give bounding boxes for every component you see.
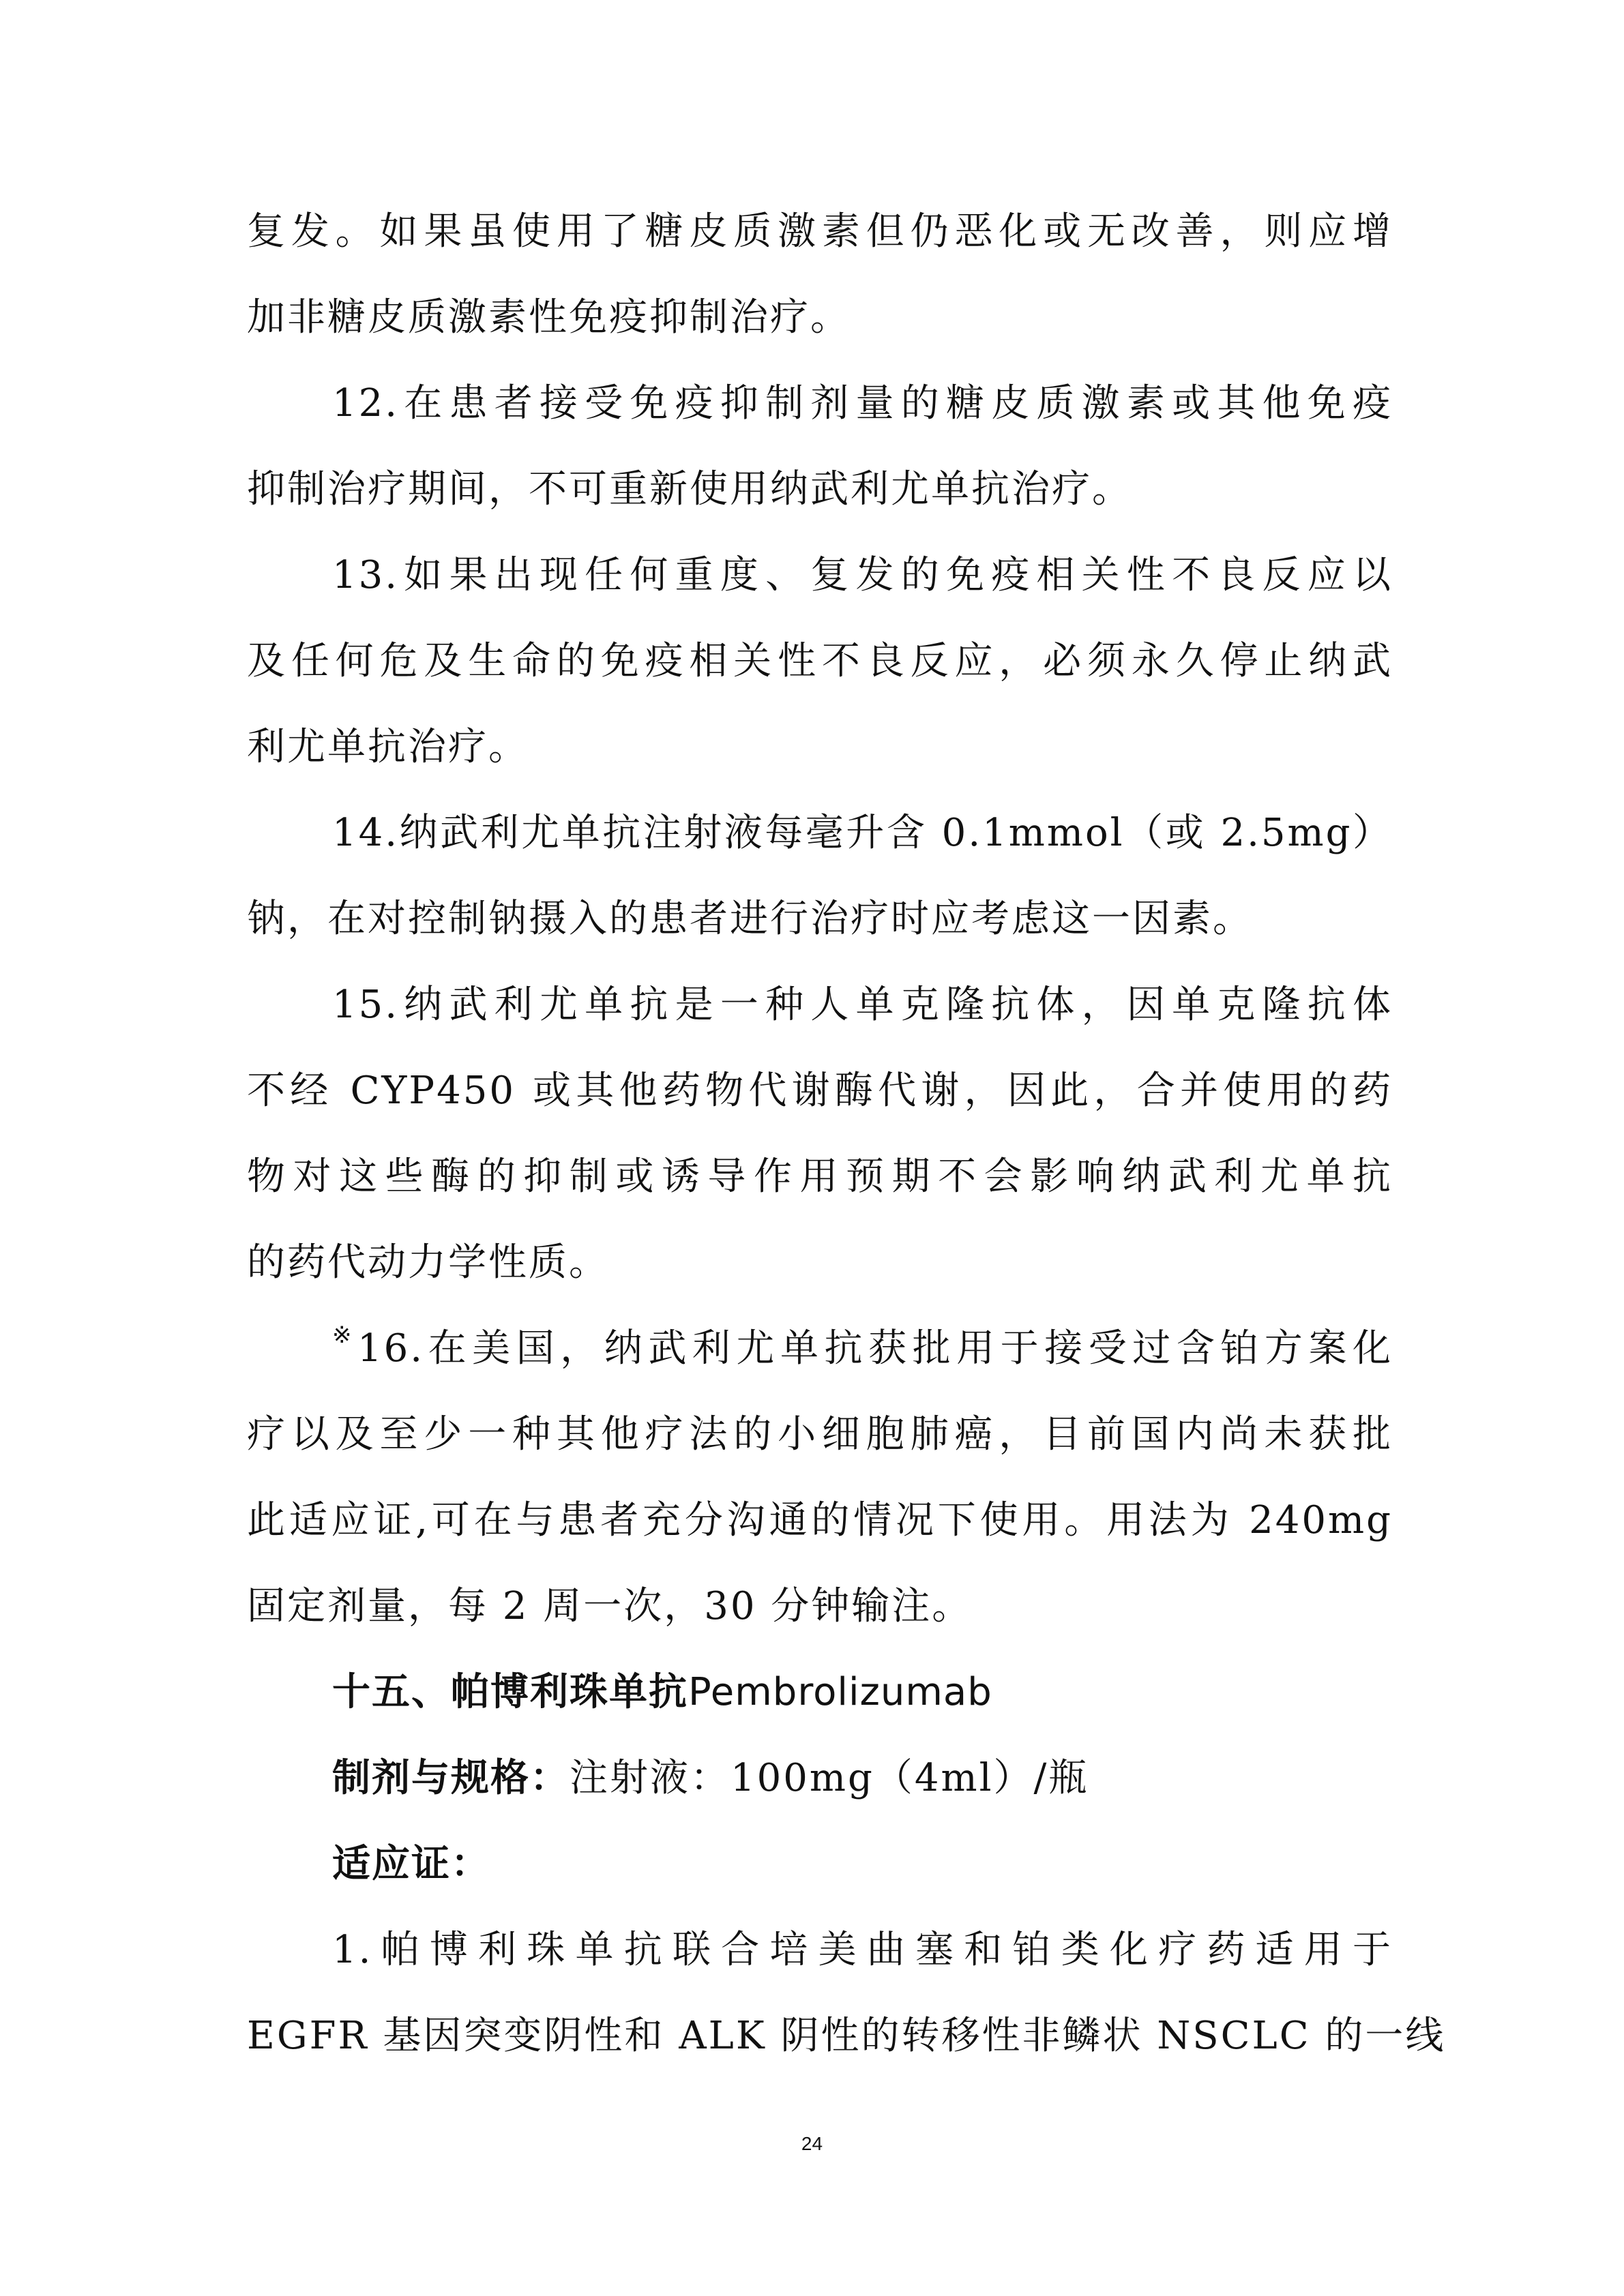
spec-label: 制剂与规格： bbox=[332, 1756, 570, 1800]
text-line: 及任何危及生命的免疫相关性不良反应，必须永久停止纳武 bbox=[247, 639, 1393, 683]
text-line: 物对这些酶的抑制或诱导作用预期不会影响纳武利尤单抗 bbox=[247, 1154, 1393, 1199]
page-number: 24 bbox=[801, 2133, 823, 2154]
text-line: EGFR 基因突变阴性和 ALK 阴性的转移性非鳞状 NSCLC 的一线 bbox=[247, 2014, 1446, 2058]
section-title: 十五、帕博利珠单抗 bbox=[332, 1670, 688, 1714]
section-heading bbox=[247, 1658, 1393, 1727]
text-line: 利尤单抗治疗。 bbox=[247, 725, 529, 769]
text-line: 16.在美国，纳武利尤单抗获批用于接受过含铂方案化 bbox=[357, 1326, 1393, 1371]
indications-heading bbox=[247, 1830, 1393, 1898]
text-line: 12.在患者接受免疫抑制剂量的糖皮质激素或其他免疫 bbox=[332, 381, 1393, 426]
text-line: 抑制治疗期间，不可重新使用纳武利尤单抗治疗。 bbox=[247, 467, 1132, 511]
text-line: 固定剂量，每 2 周一次，30 分钟输注。 bbox=[247, 1584, 973, 1628]
spec-value: 注射液：100mg（4ml）/瓶 bbox=[570, 1756, 1089, 1800]
section-title-en: Pembrolizumab bbox=[688, 1670, 992, 1714]
text-line: 复发。如果虽使用了糖皮质激素但仍恶化或无改善，则应增 bbox=[247, 209, 1393, 254]
text-line: 的药代动力学性质。 bbox=[247, 1240, 609, 1285]
text-line: 疗以及至少一种其他疗法的小细胞肺癌，目前国内尚未获批 bbox=[247, 1412, 1393, 1457]
text-line: 钠，在对控制钠摄入的患者进行治疗时应考虑这一因素。 bbox=[247, 897, 1253, 941]
text-line: 15.纳武利尤单抗是一种人单克隆抗体，因单克隆抗体 bbox=[332, 983, 1393, 1027]
spec-line bbox=[247, 1744, 1393, 1813]
text-line-marked bbox=[247, 1315, 1393, 1383]
text-line: 13.如果出现任何重度、复发的免疫相关性不良反应以 bbox=[332, 553, 1393, 597]
text-line: 1.帕博利珠单抗联合培美曲塞和铂类化疗药适用于 bbox=[332, 1928, 1393, 1972]
text-line: 加非糖皮质激素性免疫抑制治疗。 bbox=[247, 295, 851, 340]
reference-mark: ※ bbox=[332, 1322, 358, 1349]
text-line: 不经 CYP450 或其他药物代谢酶代谢，因此，合并使用的药 bbox=[247, 1069, 1393, 1113]
indications-label: 适应证： bbox=[332, 1842, 490, 1886]
text-line: 此适应证,可在与患者充分沟通的情况下使用。用法为 240mg bbox=[247, 1498, 1393, 1542]
text-line: 14.纳武利尤单抗注射液每毫升含 0.1mmol（或 2.5mg） bbox=[332, 811, 1393, 855]
